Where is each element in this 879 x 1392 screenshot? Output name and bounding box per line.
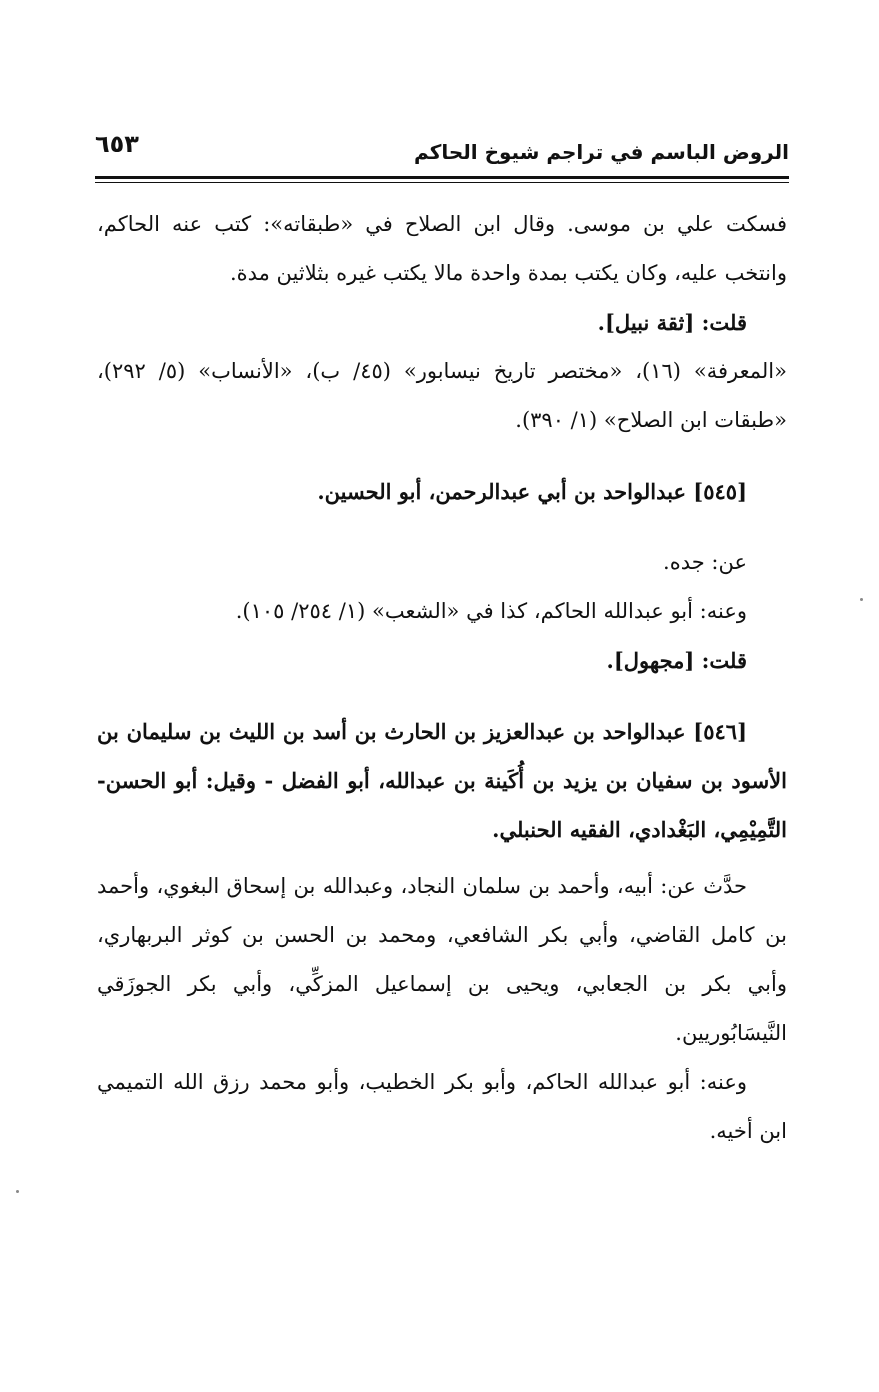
entry-545-heading: [٥٤٥] عبدالواحد بن أبي عبدالرحمن، أبو الحسين. xyxy=(317,479,747,504)
spacer xyxy=(97,854,787,862)
page-header xyxy=(95,128,789,174)
header-rule-thin xyxy=(95,182,789,183)
scan-speck xyxy=(16,1190,19,1193)
spacer xyxy=(97,445,787,467)
verdict-unknown: قلت: [مجهول]. xyxy=(606,648,747,673)
scan-speck xyxy=(860,598,863,601)
running-title: الروض الباسم في تراجم شيوخ الحاكم xyxy=(414,140,789,164)
spacer xyxy=(97,516,787,538)
entry-545-narrators: وعنه: أبو عبدالله الحاكم، كذا في «الشعب» (١/ ٢٥٤/ ١٠٥). xyxy=(235,599,747,623)
page-number: ٦٥٣ xyxy=(95,130,139,158)
entry-546-teachers: حدَّث عن: أبيه، وأحمد بن سلمان النجاد، وعبدالله بن إسحاق البغوي، وأحمد بن كامل القاضي، وأبي بكر الشافعي، ومحمد بن الحسن بن كوثر البربهاري، وأبي بكر بن الجعابي، ويحيى بن إسماعيل المزكِّي، وأبي بكر الجوزَقي النَّيسَابُوريين. xyxy=(97,874,787,1045)
body-text xyxy=(97,200,787,1156)
spacer xyxy=(97,685,787,707)
verdict-reliable: قلت: [ثقة نبيل]. xyxy=(597,310,747,335)
entry-545-from: عن: جده. xyxy=(663,550,747,574)
sources-citation: «المعرفة» (١٦)، «مختصر تاريخ نيسابور» (٤٥/ ب)، «الأنساب» (٥/ ٢٩٢)، «طبقات ابن الصلاح» (١/ ٣٩٠). xyxy=(97,359,787,432)
entry-546-heading: [٥٤٦] عبدالواحد بن عبدالعزيز بن الحارث بن أسد بن الليث بن سليمان بن الأسود بن سفيان بن يزيد بن أُكَينة بن عبدالله، أبو الفضل - وقيل: أبو الحسن- التَّمِيْمِي، البَغْدادي، الفقيه الحنبلي. xyxy=(97,719,787,842)
entry-546-students: وعنه: أبو عبدالله الحاكم، وأبو بكر الخطيب، وأبو محمد رزق الله التميمي ابن أخيه. xyxy=(97,1070,787,1143)
header-rule-thick xyxy=(95,176,789,179)
paragraph-continuation: فسكت علي بن موسى. وقال ابن الصلاح في «طبقاته»: كتب عنه الحاكم، وانتخب عليه، وكان يكتب بمدة واحدة مالا يكتب غيره بثلاثين مدة. xyxy=(97,212,787,285)
